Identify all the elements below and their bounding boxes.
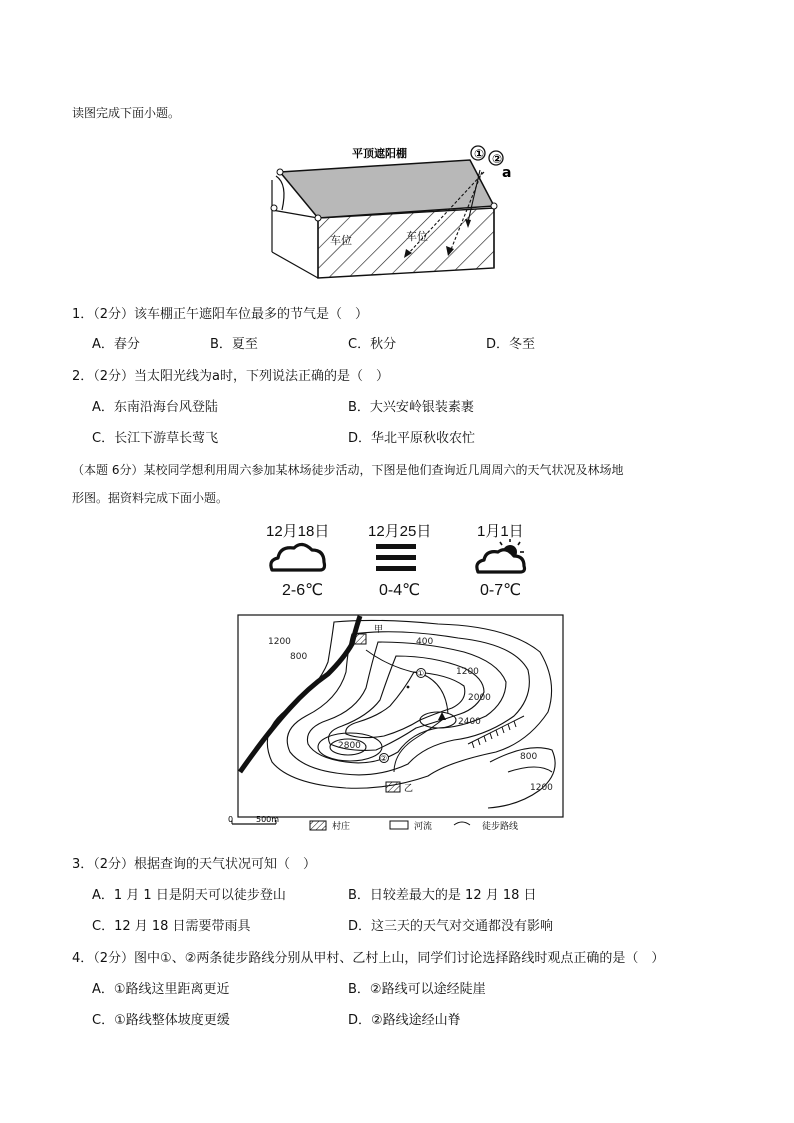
legend-route-icon <box>454 822 470 825</box>
legend-river-icon <box>390 821 408 829</box>
contour-label: 2400 <box>458 717 481 727</box>
scale-zero: 0 <box>228 815 234 824</box>
village-yi-label: 乙 <box>404 784 414 794</box>
contour-label: 1200 <box>530 783 553 793</box>
village-jia-label: 甲 <box>374 625 384 635</box>
q2-option-b[interactable]: B．大兴安岭银装素裹 <box>348 400 474 415</box>
q1-option-d[interactable]: D．冬至 <box>486 337 536 352</box>
intro-text-2-line2: 形图。据资料完成下面小题。 <box>72 491 229 505</box>
q3-option-c[interactable]: C．12 月 18 日需要带雨具 <box>92 919 251 934</box>
q4-option-a[interactable]: A．①路线这里距离更近 <box>92 982 230 997</box>
contour-label: 1200 <box>456 667 479 677</box>
weather-temp-1: 2-6℃ <box>282 582 324 599</box>
contour-map <box>228 612 568 838</box>
weather-temp-3: 0-7℃ <box>480 582 522 599</box>
q2-option-d[interactable]: D．华北平原秋收农忙 <box>348 431 476 446</box>
contour-label: 2000 <box>468 693 491 703</box>
ray-marker-1: ① <box>474 147 485 161</box>
cloud-icon <box>266 538 330 578</box>
route-1-marker: ① <box>417 669 425 678</box>
fog-icon <box>376 542 420 576</box>
q4-option-c[interactable]: C．①路线整体坡度更缓 <box>92 1013 230 1028</box>
village-yi-icon <box>386 782 400 792</box>
shed-figure <box>268 140 528 280</box>
legend-village-icon <box>310 821 326 830</box>
q4-option-b[interactable]: B．②路线可以途经陡崖 <box>348 982 486 997</box>
q1-option-c[interactable]: C．秋分 <box>348 337 397 352</box>
ray-marker-a: a <box>502 165 512 181</box>
weather-date-3: 1月1日 <box>477 523 524 540</box>
legend-river-label: 河流 <box>414 822 433 832</box>
contour-label: 1200 <box>268 637 291 647</box>
q1-option-a[interactable]: A．春分 <box>92 337 140 352</box>
legend-route-label: 徒步路线 <box>482 822 519 832</box>
q2-option-c[interactable]: C．长江下游草长莺飞 <box>92 431 219 446</box>
question-3-stem: 3．（2分）根据查询的天气状况可知（ ） <box>72 857 317 872</box>
contour-label: 800 <box>290 652 308 662</box>
parking-label-2: 车位 <box>406 230 428 243</box>
ray-marker-2: ② <box>492 152 503 166</box>
q4-option-d[interactable]: D．②路线途经山脊 <box>348 1013 461 1028</box>
weather-date-2: 12月25日 <box>368 523 432 540</box>
contour-label: 2800 <box>338 741 361 751</box>
sun-cloud-icon <box>474 538 530 578</box>
contour-label: 800 <box>520 752 538 762</box>
intro-text-2-line1: （本题 6分）某校同学想利用周六参加某林场徒步活动，下图是他们查询近几周周六的天气状况及林场地 <box>72 463 624 477</box>
scale-distance: 500m <box>256 815 280 824</box>
q1-option-b[interactable]: B．夏至 <box>210 337 258 352</box>
q2-option-a[interactable]: A．东南沿海台风登陆 <box>92 400 218 415</box>
question-1-stem: 1．（2分）该车棚正午遮阳车位最多的节气是（ ） <box>72 307 369 322</box>
route-2-marker: ② <box>380 754 388 763</box>
weather-date-1: 12月18日 <box>266 523 330 540</box>
question-2-stem: 2．（2分）当太阳光线为a时，下列说法正确的是（ ） <box>72 369 390 384</box>
contour-label: 400 <box>416 637 434 647</box>
q3-option-b[interactable]: B．日较差最大的是 12 月 18 日 <box>348 888 537 903</box>
q3-option-d[interactable]: D．这三天的天气对交通都没有影响 <box>348 919 554 934</box>
q3-option-a[interactable]: A．1 月 1 日是阴天可以徒步登山 <box>92 888 286 903</box>
weather-temp-2: 0-4℃ <box>379 582 421 599</box>
parking-label-1: 车位 <box>330 234 352 247</box>
shed-title: 平顶遮阳棚 <box>352 147 407 160</box>
legend-village-label: 村庄 <box>332 822 351 832</box>
village-jia-icon <box>352 634 366 644</box>
intro-text-1: 读图完成下面小题。 <box>72 106 181 120</box>
question-4-stem: 4．（2分）图中①、②两条徒步路线分别从甲村、乙村上山，同学们讨论选择路线时观点正确的是（ ） <box>72 951 665 966</box>
